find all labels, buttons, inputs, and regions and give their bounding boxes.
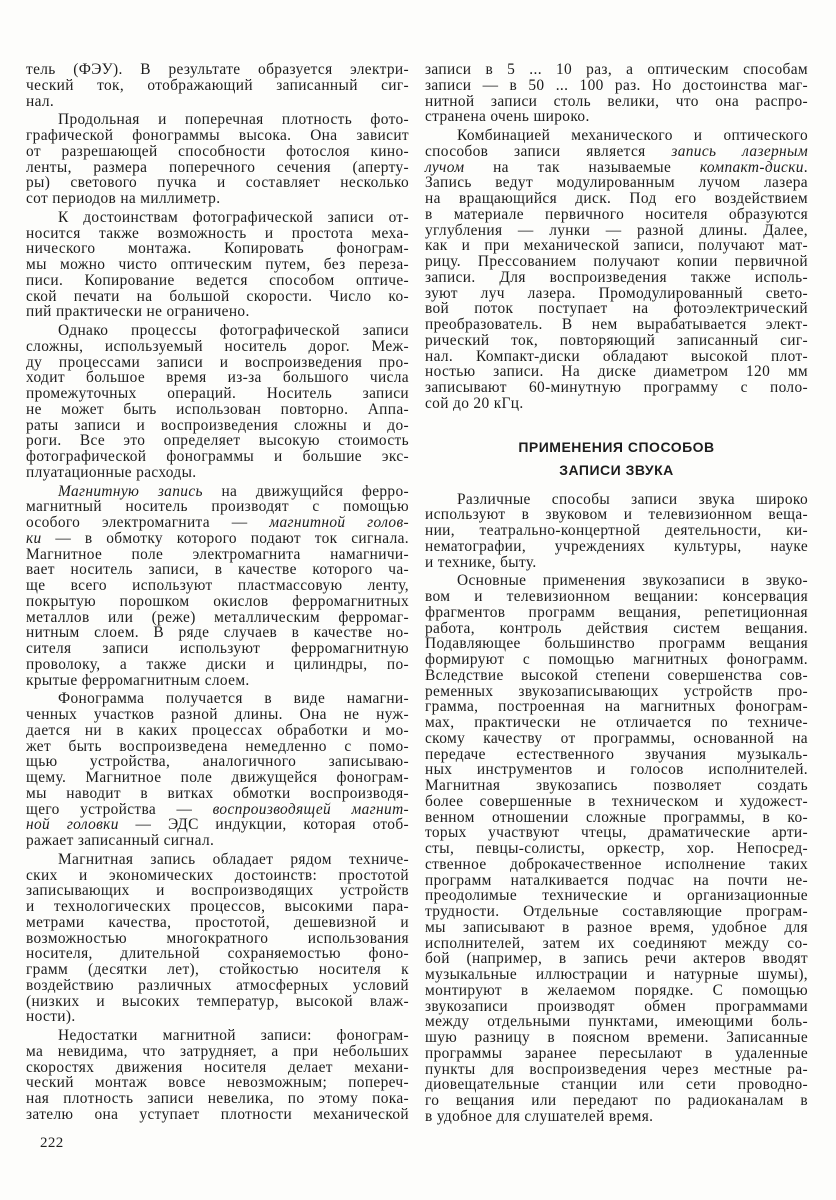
text-line [26, 610, 409, 626]
text-run: вом и телевизионном вещании: консервация [425, 588, 808, 605]
text-line [425, 1046, 808, 1062]
text-run: на движущийся ферро- [202, 482, 409, 500]
text-run: жет быть воспроизведена немедленно с помо- [26, 737, 409, 755]
text-run: от разрешающей способности фотослоя кино- [26, 142, 409, 160]
text-line [425, 1077, 808, 1093]
text-line [425, 747, 808, 763]
text-run: не может быть использован повторно. Аппа- [26, 400, 409, 418]
text-run: и технологических процессов, высокими пара- [26, 898, 409, 915]
text-run: формируют с помощью магнитных фонограмм. [425, 651, 808, 668]
text-run: носится также возможность и простота меха- [26, 224, 409, 242]
text-run: Однако процессы фотографической записи [58, 322, 409, 339]
text-run: нал. [26, 92, 55, 110]
text-run: ных инструментов и голосов исполнителей. [425, 761, 808, 779]
text-line [26, 402, 409, 418]
text-line [26, 994, 409, 1010]
text-run: . [803, 158, 808, 176]
text-run: крытые ферромагнитным слоем. [26, 671, 250, 689]
text-line [425, 699, 808, 715]
text-line [425, 286, 808, 302]
section-heading [425, 436, 808, 482]
text-run: (низких и высоких температур, высокой влаж- [26, 992, 409, 1010]
text-line [26, 241, 409, 257]
text-line [425, 731, 808, 747]
text-line [26, 691, 409, 707]
text-run: возможностью многократного использования [26, 929, 409, 947]
text-run: особого электромагнита — [26, 514, 270, 531]
text-run: К достоинствам фотографической записи от- [58, 208, 409, 226]
text-run: записывающих и воспроизводящих устройств [26, 882, 409, 900]
text-line [425, 349, 808, 365]
text-line [26, 562, 409, 578]
text-run: ма невидима, что затрудняет, а при небольших [26, 1042, 409, 1060]
section-heading-line: ЗАПИСИ ЗВУКА [559, 461, 674, 478]
text-line [26, 641, 409, 657]
text-line [26, 484, 409, 500]
text-run: грамма, построенная на магнитных фонограм- [425, 698, 808, 716]
text-line [425, 1093, 808, 1109]
text-line [425, 951, 808, 967]
italic-term: запись лазерным [671, 142, 808, 160]
text-run: пункты для воспроизведения через местные ра- [425, 1060, 808, 1078]
text-line [425, 668, 808, 684]
text-run: странена очень широко. [425, 108, 590, 126]
text-run: метрами качества, простотой, дешевизной и [26, 913, 409, 931]
text-run: — ЭДС индукции, которая отоб- [118, 816, 409, 834]
text-run: Различные способы записи звука широко [457, 490, 808, 508]
text-run: диовещательные станции или сети проводно- [425, 1076, 808, 1094]
text-run: сты, певцы-солисты, оркестр, хор. Непосред- [425, 840, 808, 857]
text-run: промежуточных операций. Носитель записи [26, 385, 409, 402]
text-line [425, 539, 808, 555]
paragraph [26, 1028, 409, 1123]
text-line [26, 128, 409, 144]
text-line [425, 715, 808, 731]
text-run: Фонограмма получается в виде намагни- [58, 690, 409, 708]
text-run: ской печати на большой скорости. Число ко- [26, 287, 409, 305]
text-run: ще всего используют пластмассовую ленту, [26, 577, 409, 594]
text-line [425, 873, 808, 889]
text-line [26, 355, 409, 371]
text-line [26, 465, 409, 481]
text-line [26, 547, 409, 563]
text-run: ческий монтаж вовсе невозможным; попереч- [26, 1074, 409, 1092]
paragraph [425, 573, 808, 1124]
text-run: воздействию различных атмосферных условий [26, 976, 409, 994]
text-line [425, 317, 808, 333]
text-run: мах, практически не отличается по техниче- [425, 714, 808, 731]
text-run: нематографии, учреждениях культуры, науке [425, 537, 808, 555]
paragraph [26, 323, 409, 481]
text-line [425, 191, 808, 207]
paragraph [26, 210, 409, 320]
paragraph [26, 852, 409, 1025]
paragraph [425, 492, 808, 571]
paragraph [26, 484, 409, 689]
text-line [26, 304, 409, 320]
text-line [26, 112, 409, 128]
text-line [26, 883, 409, 899]
text-run: в удобное для слушателей время. [425, 1107, 654, 1125]
text-line [26, 418, 409, 434]
text-run: нал. Компакт-диски обладают высокой плот- [425, 347, 808, 365]
italic-term: воспроизводящей магнит- [212, 800, 410, 818]
text-run: записывают 60-минутную программу с поло- [425, 379, 808, 396]
text-line [26, 499, 409, 515]
text-run: Комбинацией механического и оптического [457, 127, 808, 144]
text-run: щего устройства — [26, 800, 213, 818]
text-line [425, 144, 808, 160]
text-run: мы записывают в разное время, удобное для [425, 918, 808, 936]
text-line [425, 62, 808, 78]
text-run: Запись ведут модулированным лучом лазера [425, 174, 808, 192]
text-run: на вращающийся диск. Под его воздействием [425, 190, 808, 207]
text-line [26, 531, 409, 547]
text-line [425, 1109, 808, 1125]
text-run: вает носитель записи, в качестве которого ча- [26, 561, 409, 579]
text-line [425, 555, 808, 571]
text-run: мы можно чисто оптическим путем, без переза- [26, 256, 409, 273]
text-run: покрытую порошком окислов ферромагнитных [26, 592, 409, 610]
text-run: вой поток поступает на фотоэлектрический [425, 300, 808, 318]
text-line [26, 289, 409, 305]
italic-term: лучом [425, 158, 465, 176]
text-line [26, 78, 409, 94]
text-line [26, 1060, 409, 1076]
text-line [425, 904, 808, 920]
text-line [26, 191, 409, 207]
text-line [425, 621, 808, 637]
text-line [425, 1030, 808, 1046]
text-run: трудности. Отдельные составляющие програм- [425, 903, 808, 920]
right-column-bottom-text [425, 492, 808, 1125]
text-run: записи в 5 ... 10 раз, а оптическим способам [425, 61, 808, 78]
text-run: рицу. Прессованием получают копии первичной [425, 253, 808, 270]
text-run: грамм (десятки лет), стойкостью носителя к [26, 961, 409, 978]
text-run: металлов или (реже) металлическим ферромаг- [26, 608, 409, 626]
paragraph [26, 112, 409, 207]
text-run: используют в звуковом и телевизионном веща- [425, 506, 808, 524]
text-run: щью устройства, аналогичного записываю- [26, 753, 409, 771]
italic-term: ки [26, 529, 42, 547]
text-line [26, 723, 409, 739]
text-run: — в обмотку которого подают ток сигнала. [41, 529, 409, 547]
text-line [425, 109, 808, 125]
text-run: нии, театрально-концертной деятельности, ки- [425, 522, 808, 539]
text-line [26, 594, 409, 610]
text-line [26, 144, 409, 160]
page-number: 222 [40, 1135, 64, 1151]
text-line [26, 370, 409, 386]
text-line [425, 936, 808, 952]
text-run: тель (ФЭУ). В результате образуется электри- [26, 61, 409, 78]
text-line [425, 967, 808, 983]
text-run: ражает записанный сигнал. [26, 832, 215, 849]
text-line [425, 254, 808, 270]
text-run: ченных участков разной длины. Она не нуж- [26, 706, 409, 723]
text-line [425, 380, 808, 396]
text-line [425, 175, 808, 191]
text-run: пий практически не ограничено. [26, 303, 250, 321]
text-run: шую разницу в поясном времени. Записанные [425, 1029, 808, 1046]
text-line [425, 238, 808, 254]
text-run: рический ток, повторяющий записанный сиг- [425, 331, 808, 349]
text-run: Продольная и поперечная плотность фото- [58, 111, 409, 129]
text-run: сителя записи используют ферромагнитную [26, 640, 409, 657]
text-line [26, 754, 409, 770]
text-run: программ наталкивается подчас на почти не- [425, 871, 808, 889]
text-line [425, 810, 808, 826]
text-line [425, 983, 808, 999]
text-run: го вещания или передают по радиоканалам в [425, 1092, 808, 1109]
text-line [425, 270, 808, 286]
text-line [26, 160, 409, 176]
text-run: Магнитная запись обладает рядом техниче- [58, 850, 409, 868]
text-run: ходит большое время из-за большого числа [26, 369, 409, 387]
text-line [26, 852, 409, 868]
text-run: сложны, используемый носитель дорог. Меж- [26, 337, 409, 355]
text-run: Вследствие высокой степени совершенства сов- [425, 666, 808, 684]
text-line [425, 207, 808, 223]
text-run: ры) светового пучка и составляет несколько [26, 174, 409, 192]
italic-term: компакт-диски [699, 158, 804, 176]
text-run: записи. Для воспроизведения также исполь- [425, 268, 808, 286]
text-line [425, 94, 808, 110]
text-line [26, 1009, 409, 1025]
text-run: монтируют в желаемом порядке. С помощью [425, 981, 808, 999]
text-line [26, 1107, 409, 1123]
text-run: мы наводит в витках обмотки воспроизводя- [26, 784, 409, 802]
text-line [26, 931, 409, 947]
text-line [26, 210, 409, 226]
text-run: между отдельными пунктами, имеющими боль- [425, 1013, 808, 1031]
text-line [26, 226, 409, 242]
text-line [425, 523, 808, 539]
text-run: программы заранее пересылают в удаленные [425, 1044, 808, 1062]
text-run: ских и экономических достоинств: простотой [26, 866, 409, 884]
text-line [425, 223, 808, 239]
text-line [26, 707, 409, 723]
text-line [425, 128, 808, 144]
text-run: сой до 20 кГц. [425, 394, 524, 412]
text-line [26, 1075, 409, 1091]
text-line [26, 433, 409, 449]
text-run: Магнитная звукозапись позволяет создать [425, 777, 808, 794]
text-run: работа, контроль действия систем вещания. [425, 619, 808, 637]
text-line [26, 802, 409, 818]
text-run: ременных звукозаписывающих устройств про- [425, 682, 808, 700]
text-line [26, 257, 409, 273]
italic-term: Магнитную запись [58, 482, 203, 500]
text-run: Магнитное поле электромагнита намагничи- [26, 545, 409, 563]
text-run: и технике, быту. [425, 553, 537, 571]
text-run: передаче естественного звучания музыкаль- [425, 745, 808, 763]
text-line [425, 825, 808, 841]
text-line [425, 920, 808, 936]
text-run: нитной записи столь велики, что она распро- [425, 92, 808, 110]
text-run: проволоку, а также диски и цилиндры, по- [26, 655, 409, 673]
paragraph [425, 62, 808, 125]
text-run: зателю она уступает плотности механической [26, 1105, 409, 1123]
text-run: преобразователь. В нем вырабатывается элект- [425, 316, 808, 333]
text-line [26, 962, 409, 978]
text-line [26, 657, 409, 673]
left-column [26, 62, 409, 1126]
text-line [425, 1062, 808, 1078]
italic-term: ной головки [26, 816, 119, 834]
text-line [425, 160, 808, 176]
text-line [26, 786, 409, 802]
text-line [425, 636, 808, 652]
text-line [26, 515, 409, 531]
italic-term: магнитной голов- [269, 514, 409, 531]
text-line [425, 605, 808, 621]
text-line [425, 589, 808, 605]
text-run: магнитный носитель производят с помощью [26, 498, 409, 516]
text-run: скому качеству от программы, основанной на [425, 729, 808, 747]
text-run: роги. Все это определяет высокую стоимость [26, 432, 409, 450]
text-run: ленты, размера поперечного сечения (аперту- [26, 158, 409, 176]
text-run: нического монтажа. Копировать фонограм- [26, 240, 409, 258]
text-run: преодолимые технические и организационные [425, 887, 808, 905]
text-line [425, 999, 808, 1015]
text-run: раты записи и воспроизведения сложны и до- [26, 416, 409, 434]
text-run: звукозаписи производят обмен программами [425, 997, 808, 1015]
text-run: скоростях движения носителя делает механи- [26, 1058, 409, 1076]
text-line [26, 386, 409, 402]
text-run: графической фонограммы высока. Она зависит [26, 127, 409, 144]
text-run: более совершенные в техническом и художест- [425, 792, 808, 810]
text-line [425, 841, 808, 857]
text-run: носителя, длительной сохраняемостью фоно- [26, 945, 409, 963]
text-line [425, 396, 808, 412]
text-line [26, 833, 409, 849]
text-line [425, 364, 808, 380]
text-line [26, 1028, 409, 1044]
text-run: как и при механической записи, получают мат- [425, 237, 808, 255]
paragraph [26, 62, 409, 109]
text-line [26, 62, 409, 78]
text-line [26, 915, 409, 931]
text-run: в материале первичного носителя образуются [425, 205, 808, 223]
text-line [26, 739, 409, 755]
text-run: ности). [26, 1008, 76, 1026]
text-line [425, 888, 808, 904]
paragraph [26, 691, 409, 849]
text-run: ственное доброкачественное исполнение таких [425, 855, 808, 873]
text-line [26, 770, 409, 786]
text-line [26, 817, 409, 833]
text-line [425, 78, 808, 94]
text-run: музыкальные иллюстрации и натурные шумы), [425, 966, 808, 983]
text-line [26, 94, 409, 110]
text-line [26, 449, 409, 465]
text-run: Недостатки магнитной записи: фонограм- [58, 1027, 409, 1044]
text-line [425, 573, 808, 589]
text-run: ду процессами записи и воспроизведения про- [26, 353, 409, 371]
text-line [26, 578, 409, 594]
text-run: зуют луч лазера. Промодулированный свето- [425, 284, 808, 302]
text-run: венном отношении сложные программы, в ко- [425, 808, 808, 826]
text-line [26, 625, 409, 641]
text-line [26, 868, 409, 884]
right-column [425, 62, 808, 1128]
text-run: Подавляющее большинство программ вещания [425, 635, 808, 653]
text-run: торых участвуют чтецы, драматические арти- [425, 824, 808, 842]
text-run: исполнителей, затем их соединяют между со- [425, 934, 808, 952]
text-run: Основные применения звукозаписи в звуко- [457, 572, 808, 590]
text-line [425, 1014, 808, 1030]
text-line [425, 857, 808, 873]
text-line [425, 778, 808, 794]
text-run: плуатационные расходы. [26, 463, 197, 481]
text-line [26, 673, 409, 689]
text-line [26, 339, 409, 355]
text-run: щему. Магнитное поле движущейся фонограм- [26, 769, 409, 786]
text-run: ностью записи. На диске диаметром 120 мм [425, 363, 808, 381]
text-line [425, 333, 808, 349]
text-run: ная плотность записи невелика, по этому пока- [26, 1090, 409, 1107]
text-run: способов записи является [425, 142, 672, 160]
text-run: сот периодов на миллиметр. [26, 190, 221, 207]
text-run: ческий ток, отображающий записанный сиг- [26, 76, 409, 94]
text-line [26, 946, 409, 962]
section-heading-line: ПРИМЕНЕНИЯ СПОСОБОВ [518, 438, 715, 455]
text-line [425, 684, 808, 700]
text-run: дается ни в каких процессах обработки и мо- [26, 721, 409, 739]
text-line [26, 323, 409, 339]
text-run: бой (например, в запись речи актеров вводят [425, 950, 808, 968]
text-run: нитным слоем. В ряде случаев в качестве но- [26, 624, 409, 642]
text-line [425, 652, 808, 668]
text-line [425, 492, 808, 508]
text-line [425, 301, 808, 317]
text-run: углубления — лунки — разной длины. Далее, [425, 221, 808, 239]
text-run: на так называемые [464, 158, 700, 176]
text-line [26, 273, 409, 289]
text-line [26, 175, 409, 191]
text-line [26, 899, 409, 915]
text-run: фотографической фонограммы и большие экс- [26, 448, 409, 465]
right-column-top-text [425, 62, 808, 412]
text-line [26, 1044, 409, 1060]
text-line [26, 1091, 409, 1107]
text-line [425, 507, 808, 523]
text-line [425, 762, 808, 778]
text-line [425, 794, 808, 810]
text-run: записи — в 50 ... 100 раз. Но достоинства маг- [425, 76, 808, 94]
text-run: фрагментов программ вещания, репетиционная [425, 603, 808, 621]
paragraph [425, 128, 808, 412]
text-line [26, 978, 409, 994]
text-run: писи. Копирование ведется способом оптиче- [26, 271, 409, 289]
